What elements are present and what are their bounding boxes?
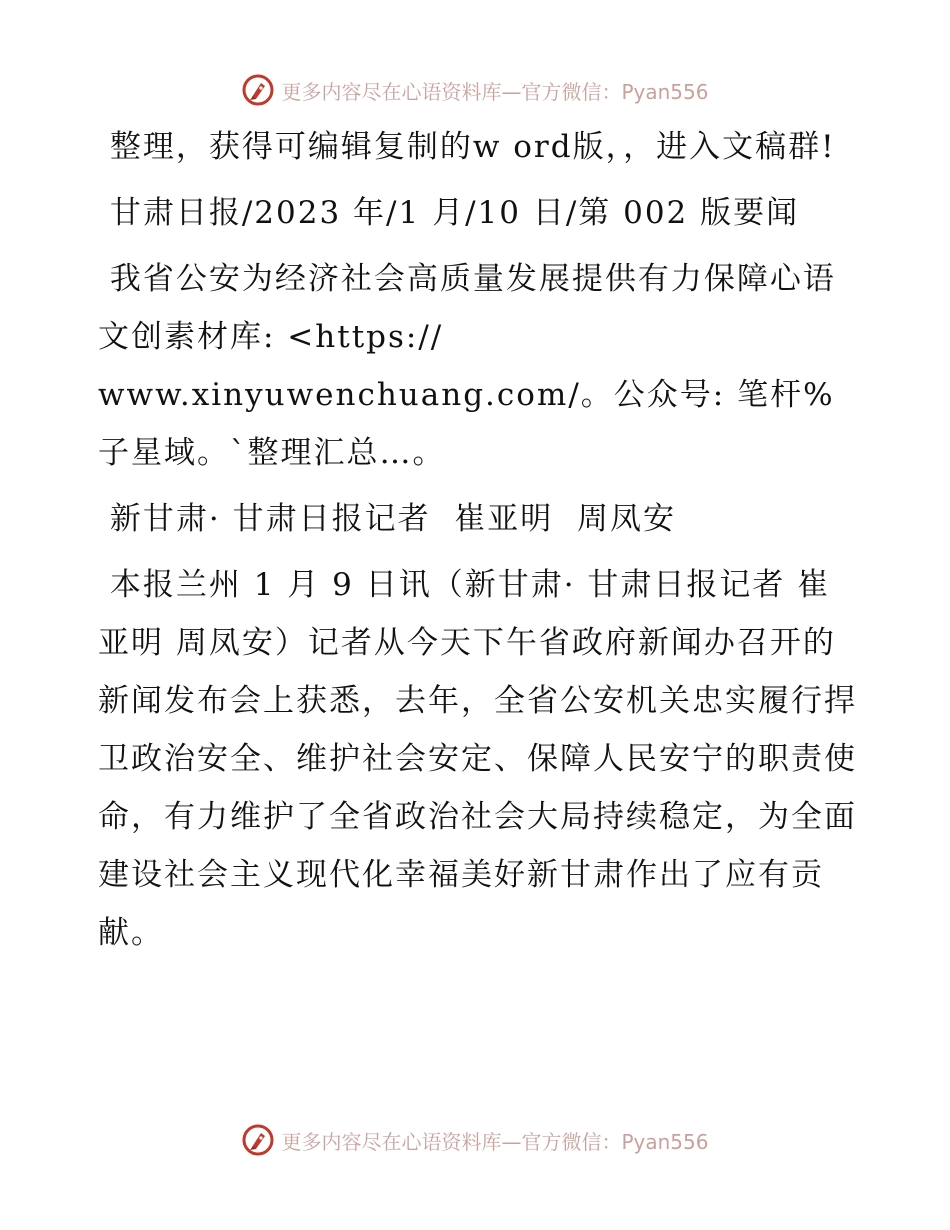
paragraph-5: 本报兰州 1 月 9 日讯（新甘肃· 甘肃日报记者 崔亚明 周凤安）记者从今天下午省政府新闻办召开的新闻发布会上获悉，去年，全省公安机关忠实履行捍卫政治安全、维护社会安定、保障人民安宁的职责使命，有力维护了全省政治社会大局持续稳定，为全面建设社会主义现代化幸福美好新甘肃作出了应有贡献。 (98, 567, 857, 951)
pen-nib-logo-icon (241, 73, 275, 107)
header-banner (0, 70, 950, 110)
paragraph-4: 新甘肃· 甘肃日报记者 崔亚明 周凤安 (98, 501, 676, 537)
header-banner-inner (241, 73, 708, 107)
main-content (98, 118, 858, 970)
paragraph-3: 我省公安为经济社会高质量发展提供有力保障心语文创素材库: <https:// www.xinyuwenchuang.com/。公众号: 笔杆%子星域。`整理汇总…。 (98, 261, 836, 471)
paragraph-2: 甘肃日报/2023 年/1 月/10 日/第 002 版要闻 (98, 195, 800, 231)
paragraph-1: 整理，获得可编辑复制的w ord版，，进入文稿群! (98, 129, 836, 165)
footer-banner-inner (241, 1123, 708, 1157)
header-banner-text: 更多内容尽在心语资料库—官方微信：Pyan556 (281, 79, 709, 104)
footer-banner-text: 更多内容尽在心语资料库—官方微信：Pyan556 (281, 1129, 709, 1154)
footer-banner (0, 1120, 950, 1160)
pen-nib-logo-icon (241, 1123, 275, 1157)
